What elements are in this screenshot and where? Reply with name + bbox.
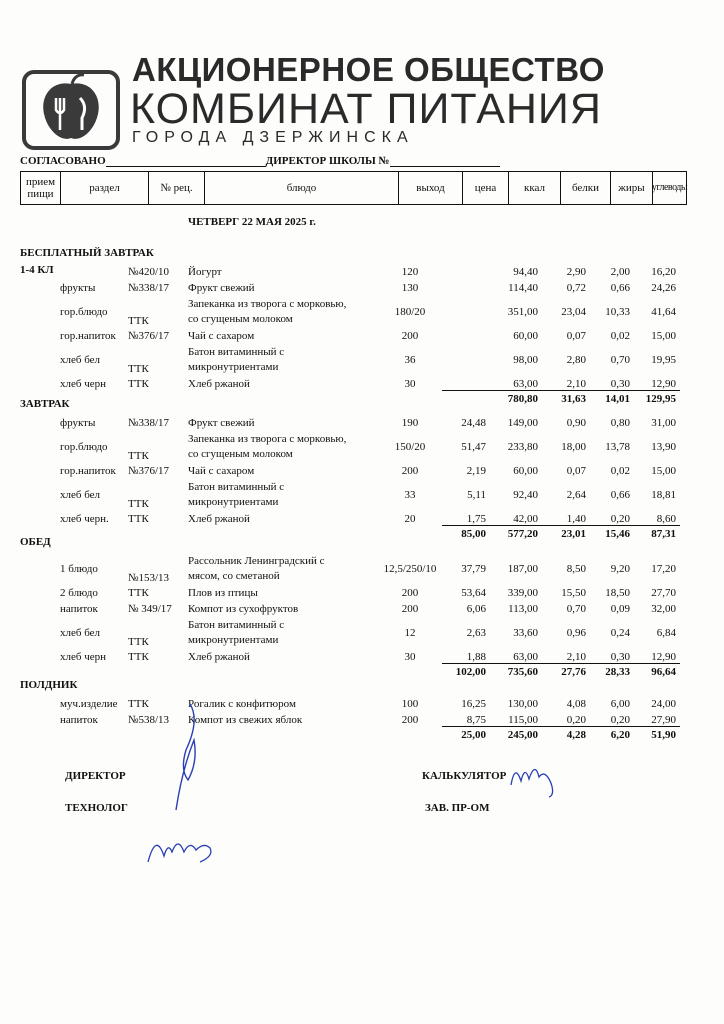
calculator-label: КАЛЬКУЛЯТОР xyxy=(422,770,507,782)
approval-line xyxy=(20,155,500,167)
total-line xyxy=(442,525,680,526)
col-recipe: № рец. xyxy=(149,172,205,204)
menu-protein: 0,90 xyxy=(566,417,586,429)
total-kcal: 245,00 xyxy=(507,729,538,741)
menu-carbs: 15,00 xyxy=(651,465,676,477)
menu-price: 37,79 xyxy=(461,563,486,575)
menu-carbs: 18,81 xyxy=(651,489,676,501)
menu-fat: 0,24 xyxy=(610,627,630,639)
menu-protein: 18,00 xyxy=(561,441,586,453)
menu-recipe: ТТК xyxy=(128,513,149,525)
menu-recipe: ТТК xyxy=(128,363,149,375)
menu-protein: 2,10 xyxy=(566,378,586,390)
menu-kcal: 60,00 xyxy=(513,465,538,477)
menu-recipe: ТТК xyxy=(128,651,149,663)
menu-fat: 13,78 xyxy=(605,441,630,453)
menu-fat: 0,66 xyxy=(610,489,630,501)
menu-kcal: 63,00 xyxy=(513,378,538,390)
menu-dish: Йогурт xyxy=(188,266,222,278)
menu-kcal: 339,00 xyxy=(507,587,538,599)
menu-dish: Батон витаминный с xyxy=(188,346,285,358)
menu-protein: 2,10 xyxy=(566,651,586,663)
menu-section: 2 блюдо xyxy=(60,587,98,599)
total-carbs: 51,90 xyxy=(651,729,676,741)
menu-section: напиток xyxy=(60,714,98,726)
menu-price: 51,47 xyxy=(461,441,486,453)
menu-protein: 0,96 xyxy=(566,627,586,639)
menu-dish: Рассольник Ленинградский с xyxy=(188,555,325,567)
total-carbs: 87,31 xyxy=(651,528,676,540)
menu-kcal: 115,00 xyxy=(508,714,538,726)
menu-fat: 0,80 xyxy=(610,417,630,429)
col-fat: жиры xyxy=(611,172,653,204)
menu-recipe: №338/17 xyxy=(128,282,170,294)
menu-yield: 33 xyxy=(404,489,416,501)
menu-recipe: ТТК xyxy=(128,378,149,390)
menu-carbs: 17,20 xyxy=(651,563,676,575)
menu-dish: Рогалик с конфитюром xyxy=(188,698,296,710)
director-school-label: ДИРЕКТОР ШКОЛЫ № xyxy=(265,155,390,167)
menu-carbs: 12,90 xyxy=(651,651,676,663)
menu-fat: 6,00 xyxy=(610,698,630,710)
menu-dish: Запеканка из творога с морковью, xyxy=(188,433,347,445)
col-protein: белки xyxy=(561,172,611,204)
menu-section: хлеб бел xyxy=(60,627,101,639)
col-meal: прием пищи xyxy=(21,172,61,204)
total-protein: 31,63 xyxy=(561,393,586,405)
menu-recipe: №376/17 xyxy=(128,330,170,342)
menu-protein: 8,50 xyxy=(566,563,586,575)
block-title: ОБЕД xyxy=(20,536,51,548)
total-carbs: 96,64 xyxy=(651,666,676,678)
menu-dish: Хлеб ржаной xyxy=(188,378,250,390)
menu-protein: 23,04 xyxy=(561,306,586,318)
menu-yield: 36 xyxy=(404,354,416,366)
menu-recipe: ТТК xyxy=(128,450,149,462)
total-kcal: 577,20 xyxy=(507,528,538,540)
menu-section: хлеб бел xyxy=(60,489,101,501)
menu-protein: 4,08 xyxy=(566,698,586,710)
menu-carbs: 13,90 xyxy=(651,441,676,453)
menu-section: гор.напиток xyxy=(60,465,116,477)
menu-price: 6,06 xyxy=(466,603,486,615)
menu-kcal: 42,00 xyxy=(513,513,538,525)
menu-dish: Батон витаминный с xyxy=(188,619,285,631)
menu-section: хлеб черн xyxy=(60,378,107,390)
menu-fat: 18,50 xyxy=(605,587,630,599)
total-line xyxy=(442,726,680,727)
menu-yield: 200 xyxy=(401,587,419,599)
col-yield: выход xyxy=(399,172,463,204)
technologist-signature xyxy=(140,822,220,872)
col-carbs: углеводы xyxy=(651,182,688,193)
total-fat: 14,01 xyxy=(605,393,630,405)
menu-dish: Чай с сахаром xyxy=(188,465,255,477)
menu-section: гор.блюдо xyxy=(60,306,108,318)
menu-dish: микронутриентами xyxy=(188,496,279,508)
menu-kcal: 98,00 xyxy=(513,354,538,366)
menu-dish: Хлеб ржаной xyxy=(188,513,250,525)
total-price: 85,00 xyxy=(461,528,486,540)
menu-section: муч.изделие xyxy=(60,698,118,710)
menu-dish: Компот из свежих яблок xyxy=(188,714,303,726)
date-title: ЧЕТВЕРГ 22 МАЯ 2025 г. xyxy=(188,216,316,228)
menu-recipe: ТТК xyxy=(128,636,149,648)
company-name-line2: КОМБИНАТ ПИТАНИЯ xyxy=(130,85,602,133)
company-name-line3: ГОРОДА ДЗЕРЖИНСКА xyxy=(132,129,414,146)
menu-fat: 0,02 xyxy=(610,330,630,342)
menu-recipe: №376/17 xyxy=(128,465,170,477)
total-carbs: 129,95 xyxy=(645,393,676,405)
menu-carbs: 27,70 xyxy=(651,587,676,599)
menu-kcal: 114,40 xyxy=(508,282,538,294)
menu-recipe: № 349/17 xyxy=(128,603,172,615)
menu-fat: 2,00 xyxy=(610,266,630,278)
menu-yield: 30 xyxy=(404,378,416,390)
menu-recipe: ТТК xyxy=(128,498,149,510)
menu-yield: 12 xyxy=(404,627,416,639)
menu-fat: 0,02 xyxy=(610,465,630,477)
col-kcal: ккал xyxy=(509,172,561,204)
menu-section: хлеб черн. xyxy=(60,513,109,525)
menu-fat: 0,20 xyxy=(610,714,630,726)
menu-dish: Компот из сухофруктов xyxy=(188,603,299,615)
menu-kcal: 130,00 xyxy=(507,698,538,710)
menu-kcal: 187,00 xyxy=(507,563,538,575)
menu-recipe: №420/10 xyxy=(128,266,170,278)
company-logo xyxy=(22,70,120,150)
menu-protein: 0,72 xyxy=(566,282,586,294)
menu-yield: 150/20 xyxy=(394,441,426,453)
menu-yield: 120 xyxy=(401,266,419,278)
menu-carbs: 24,26 xyxy=(651,282,676,294)
menu-section: фрукты xyxy=(60,282,96,294)
total-kcal: 780,80 xyxy=(507,393,538,405)
menu-yield: 30 xyxy=(404,651,416,663)
menu-protein: 1,40 xyxy=(566,513,586,525)
menu-recipe: №338/17 xyxy=(128,417,170,429)
menu-price: 53,64 xyxy=(461,587,486,599)
menu-section: хлеб черн xyxy=(60,651,107,663)
menu-kcal: 33,60 xyxy=(513,627,538,639)
menu-fat: 0,30 xyxy=(610,651,630,663)
block-title: ЗАВТРАК xyxy=(20,398,70,410)
menu-dish: Плов из птицы xyxy=(188,587,258,599)
total-line xyxy=(442,663,680,664)
menu-kcal: 60,00 xyxy=(513,330,538,342)
menu-yield: 12,5/250/10 xyxy=(383,563,437,575)
total-fat: 6,20 xyxy=(610,729,630,741)
menu-carbs: 24,00 xyxy=(651,698,676,710)
menu-fat: 0,70 xyxy=(610,354,630,366)
menu-yield: 200 xyxy=(401,603,419,615)
menu-dish: со сгущеным молоком xyxy=(188,313,293,325)
total-line xyxy=(442,390,680,391)
menu-carbs: 6,84 xyxy=(656,627,676,639)
menu-section: хлеб бел xyxy=(60,354,101,366)
menu-fat: 0,09 xyxy=(610,603,630,615)
menu-carbs: 31,00 xyxy=(651,417,676,429)
director-label: ДИРЕКТОР xyxy=(65,770,126,782)
total-protein: 27,76 xyxy=(561,666,586,678)
menu-carbs: 19,95 xyxy=(651,354,676,366)
menu-carbs: 32,00 xyxy=(651,603,676,615)
total-kcal: 735,60 xyxy=(507,666,538,678)
col-section: раздел xyxy=(61,172,149,204)
menu-carbs: 16,20 xyxy=(651,266,676,278)
menu-fat: 0,20 xyxy=(610,513,630,525)
production-head-label: ЗАВ. ПР-ОМ xyxy=(425,802,490,814)
menu-kcal: 94,40 xyxy=(513,266,538,278)
school-number-blank xyxy=(390,156,500,167)
agreed-label: СОГЛАСОВАНО xyxy=(20,155,106,167)
menu-carbs: 15,00 xyxy=(651,330,676,342)
total-protein: 23,01 xyxy=(561,528,586,540)
menu-dish: Запеканка из творога с морковью, xyxy=(188,298,347,310)
menu-kcal: 113,00 xyxy=(508,603,538,615)
menu-protein: 15,50 xyxy=(561,587,586,599)
menu-price: 16,25 xyxy=(461,698,486,710)
menu-yield: 130 xyxy=(401,282,419,294)
calculator-signature xyxy=(505,755,565,800)
menu-carbs: 41,64 xyxy=(651,306,676,318)
menu-fat: 0,30 xyxy=(610,378,630,390)
menu-recipe: ТТК xyxy=(128,698,149,710)
menu-dish: Хлеб ржаной xyxy=(188,651,250,663)
menu-dish: Фрукт свежий xyxy=(188,282,255,294)
block-title: БЕСПЛАТНЫЙ ЗАВТРАК xyxy=(20,247,154,259)
total-protein: 4,28 xyxy=(566,729,586,741)
menu-fat: 10,33 xyxy=(605,306,630,318)
menu-protein: 2,90 xyxy=(566,266,586,278)
col-price: цена xyxy=(463,172,509,204)
menu-price: 1,88 xyxy=(466,651,486,663)
menu-section: гор.напиток xyxy=(60,330,116,342)
menu-protein: 0,07 xyxy=(566,465,586,477)
menu-price: 2,63 xyxy=(466,627,486,639)
menu-protein: 0,20 xyxy=(566,714,586,726)
menu-section: гор.блюдо xyxy=(60,441,108,453)
menu-section: напиток xyxy=(60,603,98,615)
menu-protein: 2,80 xyxy=(566,354,586,366)
menu-carbs: 12,90 xyxy=(651,378,676,390)
menu-price: 8,75 xyxy=(466,714,486,726)
total-price: 102,00 xyxy=(455,666,486,678)
menu-dish: Фрукт свежий xyxy=(188,417,255,429)
menu-dish: со сгущеным молоком xyxy=(188,448,293,460)
menu-yield: 200 xyxy=(401,330,419,342)
menu-yield: 100 xyxy=(401,698,419,710)
menu-price: 2,19 xyxy=(466,465,486,477)
menu-kcal: 351,00 xyxy=(507,306,538,318)
menu-kcal: 149,00 xyxy=(507,417,538,429)
menu-protein: 0,70 xyxy=(566,603,586,615)
menu-yield: 190 xyxy=(401,417,419,429)
menu-recipe: №538/13 xyxy=(128,714,170,726)
menu-recipe: ТТК xyxy=(128,587,149,599)
menu-protein: 2,64 xyxy=(566,489,586,501)
menu-recipe: ТТК xyxy=(128,315,149,327)
menu-dish: Чай с сахаром xyxy=(188,330,255,342)
menu-fat: 0,66 xyxy=(610,282,630,294)
col-dish: блюдо xyxy=(205,172,399,204)
menu-fat: 9,20 xyxy=(610,563,630,575)
menu-kcal: 63,00 xyxy=(513,651,538,663)
menu-kcal: 92,40 xyxy=(513,489,538,501)
menu-carbs: 8,60 xyxy=(656,513,676,525)
menu-recipe: №153/13 xyxy=(128,572,170,584)
menu-yield: 20 xyxy=(404,513,416,525)
total-price: 25,00 xyxy=(461,729,486,741)
technologist-label: ТЕХНОЛОГ xyxy=(65,802,128,814)
menu-yield: 200 xyxy=(401,465,419,477)
menu-carbs: 27,90 xyxy=(651,714,676,726)
menu-dish: микронутриентами xyxy=(188,634,279,646)
block-subtitle: 1-4 КЛ xyxy=(20,264,54,276)
total-fat: 15,46 xyxy=(605,528,630,540)
menu-kcal: 233,80 xyxy=(507,441,538,453)
menu-price: 1,75 xyxy=(466,513,486,525)
menu-yield: 180/20 xyxy=(394,306,426,318)
menu-section: 1 блюдо xyxy=(60,563,98,575)
menu-section: фрукты xyxy=(60,417,96,429)
agreed-blank xyxy=(106,156,266,167)
menu-dish: Батон витаминный с xyxy=(188,481,285,493)
company-name-line1: АКЦИОНЕРНОЕ ОБЩЕСТВО xyxy=(132,51,605,88)
menu-dish: микронутриентами xyxy=(188,361,279,373)
menu-dish: мясом, со сметаной xyxy=(188,570,280,582)
menu-price: 24,48 xyxy=(461,417,486,429)
menu-protein: 0,07 xyxy=(566,330,586,342)
block-title: ПОЛДНИК xyxy=(20,679,78,691)
director-signature xyxy=(160,700,210,820)
total-fat: 28,33 xyxy=(605,666,630,678)
table-header xyxy=(20,171,687,205)
menu-price: 5,11 xyxy=(467,489,486,501)
menu-yield: 200 xyxy=(401,714,419,726)
